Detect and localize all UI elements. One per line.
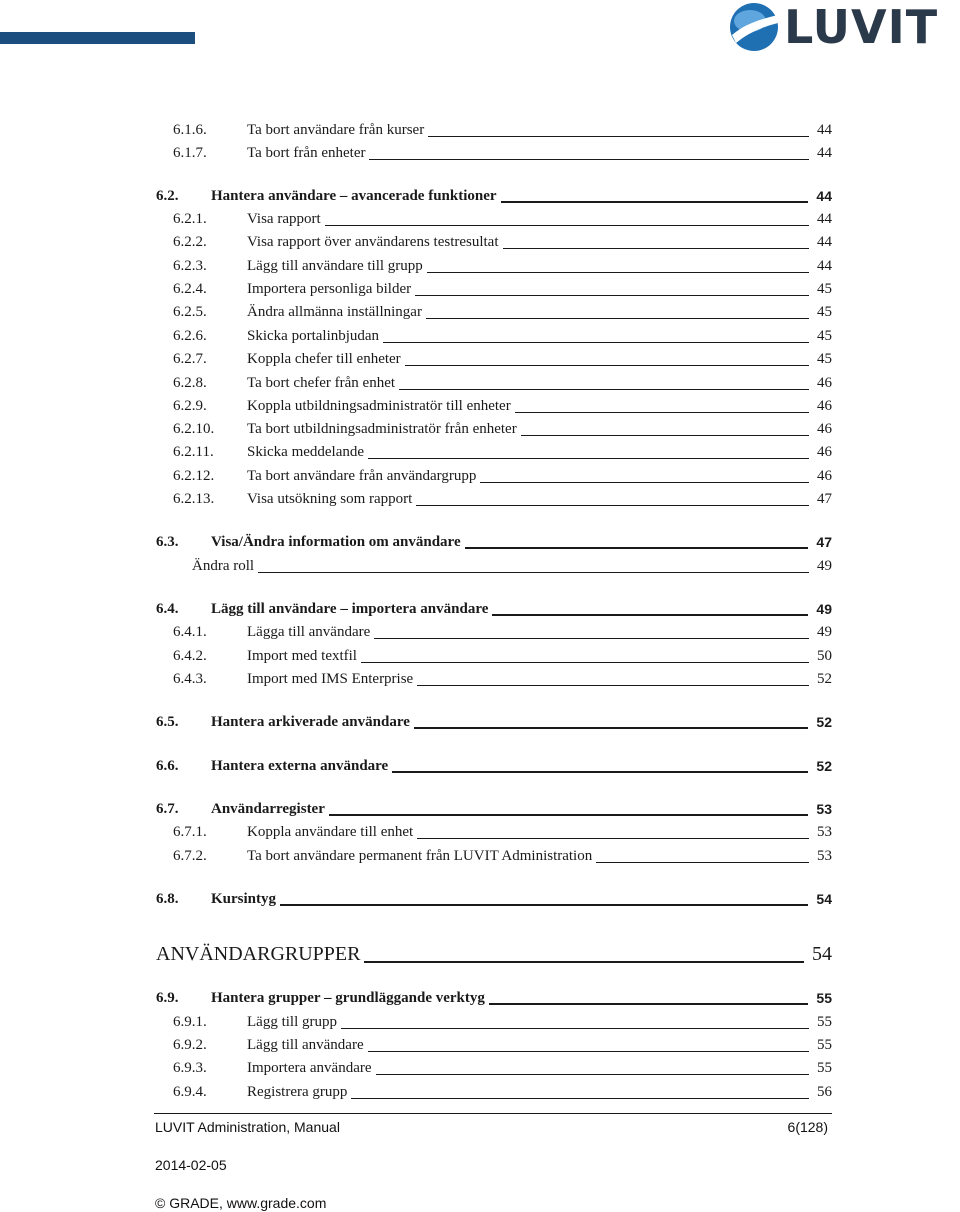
toc-leader-line xyxy=(351,1098,809,1099)
toc-leader-line xyxy=(329,814,808,816)
toc-section-row[interactable] xyxy=(0,799,960,819)
toc-number: 6.8. xyxy=(156,891,179,907)
toc-number: 6.9.4. xyxy=(173,1084,207,1100)
toc-subsection-row[interactable] xyxy=(0,396,960,416)
toc-leader-line xyxy=(368,458,809,459)
toc-subsection-row[interactable] xyxy=(0,1035,960,1055)
toc-title: ANVÄNDARGRUPPER xyxy=(156,943,361,965)
toc-page-number: 55 xyxy=(817,1060,832,1076)
toc-section-row[interactable] xyxy=(0,712,960,732)
toc-title: Ta bort användare permanent från LUVIT Administration xyxy=(247,848,593,864)
toc-page-number: 45 xyxy=(817,281,832,297)
toc-subsection-row[interactable] xyxy=(0,209,960,229)
toc-subsection-row[interactable] xyxy=(0,846,960,866)
toc-page-number: 44 xyxy=(817,122,832,138)
toc-page-number: 53 xyxy=(817,824,832,840)
toc-number: 6.9. xyxy=(156,990,179,1006)
toc-chapter-row[interactable] xyxy=(0,939,960,969)
toc-subsection-row[interactable] xyxy=(0,349,960,369)
toc-number: 6.1.7. xyxy=(173,145,207,161)
toc-subsection-row[interactable] xyxy=(0,622,960,642)
toc-subsection-row[interactable] xyxy=(0,822,960,842)
footer-divider xyxy=(154,1113,832,1114)
toc-number: 6.2.10. xyxy=(173,421,215,437)
toc-section-row[interactable] xyxy=(0,889,960,909)
toc-leader-line xyxy=(501,201,808,203)
toc-title: Ta bort chefer från enhet xyxy=(247,375,396,391)
toc-title: Kursintyg xyxy=(211,891,277,907)
toc-leader-line xyxy=(325,225,809,226)
toc-subsection-row[interactable] xyxy=(0,1012,960,1032)
toc-title: Visa rapport xyxy=(247,211,321,227)
toc-leader-line xyxy=(399,389,809,390)
toc-leader-line xyxy=(428,136,809,137)
toc-leader-line xyxy=(521,435,809,436)
toc-number: 6.4.3. xyxy=(173,671,207,687)
toc-page-number: 44 xyxy=(817,211,832,227)
toc-subsection-row[interactable] xyxy=(0,489,960,509)
logo-wordmark: LUVIT xyxy=(784,0,939,54)
toc-number: 6.7.1. xyxy=(173,824,207,840)
toc-number: 6.2.7. xyxy=(173,351,207,367)
toc-number: 6.5. xyxy=(156,714,179,730)
toc-number: 6.2.11. xyxy=(173,444,214,460)
toc-number: 6.2.1. xyxy=(173,211,207,227)
toc-page-number: 52 xyxy=(817,671,832,687)
toc-page-number: 46 xyxy=(817,421,832,437)
footer-copyright: © GRADE, www.grade.com xyxy=(155,1195,327,1211)
toc-title: Ta bort användare från användargrupp xyxy=(247,468,477,484)
toc-section-row[interactable] xyxy=(0,756,960,776)
toc-number: 6.7. xyxy=(156,801,179,817)
toc-leader-line xyxy=(405,365,809,366)
toc-title: Lägg till användare – importera användare xyxy=(211,601,489,617)
toc-title: Ändra allmänna inställningar xyxy=(247,304,422,320)
toc-number: 6.2.13. xyxy=(173,491,215,507)
toc-subsection-row[interactable] xyxy=(0,232,960,252)
toc-subsection-row[interactable] xyxy=(0,326,960,346)
footer-doc-title: LUVIT Administration, Manual xyxy=(155,1119,340,1135)
toc-number: 6.6. xyxy=(156,758,179,774)
toc-number: 6.2.12. xyxy=(173,468,215,484)
toc-page-number: 44 xyxy=(816,188,832,204)
toc-leader-line xyxy=(341,1028,809,1029)
toc-number: 6.7.2. xyxy=(173,848,207,864)
toc-number: 6.2.8. xyxy=(173,375,207,391)
toc-leader-line xyxy=(503,248,809,249)
toc-number: 6.2.2. xyxy=(173,234,207,250)
toc-page-number: 50 xyxy=(817,648,832,664)
toc-title: Registrera grupp xyxy=(247,1084,348,1100)
toc-title: Import med IMS Enterprise xyxy=(247,671,414,687)
toc-subsection-row[interactable] xyxy=(0,143,960,163)
toc-number: 6.2.3. xyxy=(173,258,207,274)
toc-page-number: 52 xyxy=(816,758,832,774)
toc-leader-line xyxy=(415,295,809,296)
toc-page-number: 46 xyxy=(817,398,832,414)
header-accent-bar xyxy=(0,32,195,44)
toc-title: Koppla användare till enhet xyxy=(247,824,414,840)
footer-page-counter: 6(128) xyxy=(787,1119,828,1135)
toc-leader-line xyxy=(465,547,808,549)
toc-page-number: 49 xyxy=(817,558,832,574)
toc-title: Visa utsökning som rapport xyxy=(247,491,413,507)
toc-number: 6.4. xyxy=(156,601,179,617)
toc-number: 6.4.1. xyxy=(173,624,207,640)
toc-page-number: 45 xyxy=(817,351,832,367)
toc-title: Lägg till användare xyxy=(247,1037,364,1053)
toc-leader-line xyxy=(596,862,809,863)
toc-page-number: 47 xyxy=(816,534,832,550)
toc-leader-line xyxy=(416,505,809,506)
toc-leader-line xyxy=(426,318,809,319)
toc-leader-line xyxy=(417,838,809,839)
toc-leader-line xyxy=(492,614,808,616)
toc-page-number: 46 xyxy=(817,444,832,460)
toc-page-number: 46 xyxy=(817,468,832,484)
toc-number: 6.2. xyxy=(156,188,179,204)
toc-page-number: 53 xyxy=(816,801,832,817)
toc-page-number: 55 xyxy=(817,1014,832,1030)
toc-page-number: 56 xyxy=(817,1084,832,1100)
toc-number: 6.1.6. xyxy=(173,122,207,138)
toc-number: 6.2.5. xyxy=(173,304,207,320)
toc-leader-line xyxy=(427,272,809,273)
toc-leader-line xyxy=(414,727,808,729)
toc-title: Skicka portalinbjudan xyxy=(247,328,380,344)
toc-leader-line xyxy=(417,685,809,686)
toc-number: 6.2.6. xyxy=(173,328,207,344)
toc-number: 6.9.1. xyxy=(173,1014,207,1030)
toc-page-number: 49 xyxy=(816,601,832,617)
toc-page-number: 54 xyxy=(816,891,832,907)
toc-page-number: 44 xyxy=(817,258,832,274)
toc-title: Ta bort utbildningsadministratör från enheter xyxy=(247,421,517,437)
toc-section-row[interactable] xyxy=(0,532,960,552)
toc-subsection-row[interactable] xyxy=(0,1058,960,1078)
toc-title: Importera användare xyxy=(247,1060,372,1076)
toc-page-number: 45 xyxy=(817,304,832,320)
toc-title: Hantera arkiverade användare xyxy=(211,714,410,730)
toc-title: Ändra roll xyxy=(192,558,255,574)
luvit-logo xyxy=(728,0,960,54)
toc-title: Lägga till användare xyxy=(247,624,371,640)
toc-number: 6.3. xyxy=(156,534,179,550)
toc-subsection-row[interactable] xyxy=(0,556,960,576)
toc-leader-line xyxy=(280,904,808,906)
toc-title: Skicka meddelande xyxy=(247,444,365,460)
toc-leader-line xyxy=(376,1074,809,1075)
toc-number: 6.2.9. xyxy=(173,398,207,414)
toc-subsection-row[interactable] xyxy=(0,646,960,666)
toc-title: Visa rapport över användarens testresultat xyxy=(247,234,499,250)
toc-subsection-row[interactable] xyxy=(0,442,960,462)
toc-subsection-row[interactable] xyxy=(0,279,960,299)
toc-page-number: 45 xyxy=(817,328,832,344)
toc-subsection-row[interactable] xyxy=(0,256,960,276)
toc-page-number: 46 xyxy=(817,375,832,391)
toc-number: 6.2.4. xyxy=(173,281,207,297)
toc-leader-line xyxy=(361,662,809,663)
toc-leader-line xyxy=(515,412,809,413)
toc-page-number: 44 xyxy=(817,234,832,250)
toc-leader-line xyxy=(480,482,809,483)
toc-page-number: 44 xyxy=(817,145,832,161)
toc-subsection-row[interactable] xyxy=(0,1082,960,1102)
toc-title: Lägg till grupp xyxy=(247,1014,337,1030)
toc-section-row[interactable] xyxy=(0,186,960,206)
toc-title: Hantera externa användare xyxy=(211,758,389,774)
toc-number: 6.9.2. xyxy=(173,1037,207,1053)
toc-number: 6.4.2. xyxy=(173,648,207,664)
toc-subsection-row[interactable] xyxy=(0,419,960,439)
toc-title: Koppla utbildningsadministratör till enheter xyxy=(247,398,511,414)
toc-section-row[interactable] xyxy=(0,988,960,1008)
toc-title: Ta bort användare från kurser xyxy=(247,122,425,138)
toc-leader-line xyxy=(368,1051,809,1052)
toc-leader-line xyxy=(383,342,809,343)
toc-leader-line xyxy=(489,1003,808,1005)
toc-title: Koppla chefer till enheter xyxy=(247,351,401,367)
toc-subsection-row[interactable] xyxy=(0,120,960,140)
toc-subsection-row[interactable] xyxy=(0,466,960,486)
toc-title: Ta bort från enheter xyxy=(247,145,366,161)
toc-subsection-row[interactable] xyxy=(0,669,960,689)
toc-subsection-row[interactable] xyxy=(0,302,960,322)
toc-title: Hantera användare – avancerade funktioner xyxy=(211,188,497,204)
toc-title: Användarregister xyxy=(211,801,325,817)
toc-leader-line xyxy=(364,961,804,963)
toc-title: Lägg till användare till grupp xyxy=(247,258,423,274)
luvit-globe-icon xyxy=(728,1,780,53)
toc-title: Import med textfil xyxy=(247,648,357,664)
toc-leader-line xyxy=(369,159,809,160)
toc-page-number: 54 xyxy=(812,943,832,965)
toc-leader-line xyxy=(374,638,809,639)
toc-number: 6.9.3. xyxy=(173,1060,207,1076)
toc-page-number: 55 xyxy=(816,990,832,1006)
toc-page-number: 47 xyxy=(817,491,832,507)
toc-title: Hantera grupper – grundläggande verktyg xyxy=(211,990,485,1006)
footer-date: 2014-02-05 xyxy=(155,1157,227,1173)
toc-title: Visa/Ändra information om användare xyxy=(211,534,461,550)
toc-section-row[interactable] xyxy=(0,599,960,619)
toc-page-number: 49 xyxy=(817,624,832,640)
toc-page-number: 53 xyxy=(817,848,832,864)
toc-title: Importera personliga bilder xyxy=(247,281,412,297)
toc-subsection-row[interactable] xyxy=(0,373,960,393)
toc-leader-line xyxy=(392,771,808,773)
toc-leader-line xyxy=(258,572,809,573)
toc-page-number: 52 xyxy=(816,714,832,730)
toc-page-number: 55 xyxy=(817,1037,832,1053)
